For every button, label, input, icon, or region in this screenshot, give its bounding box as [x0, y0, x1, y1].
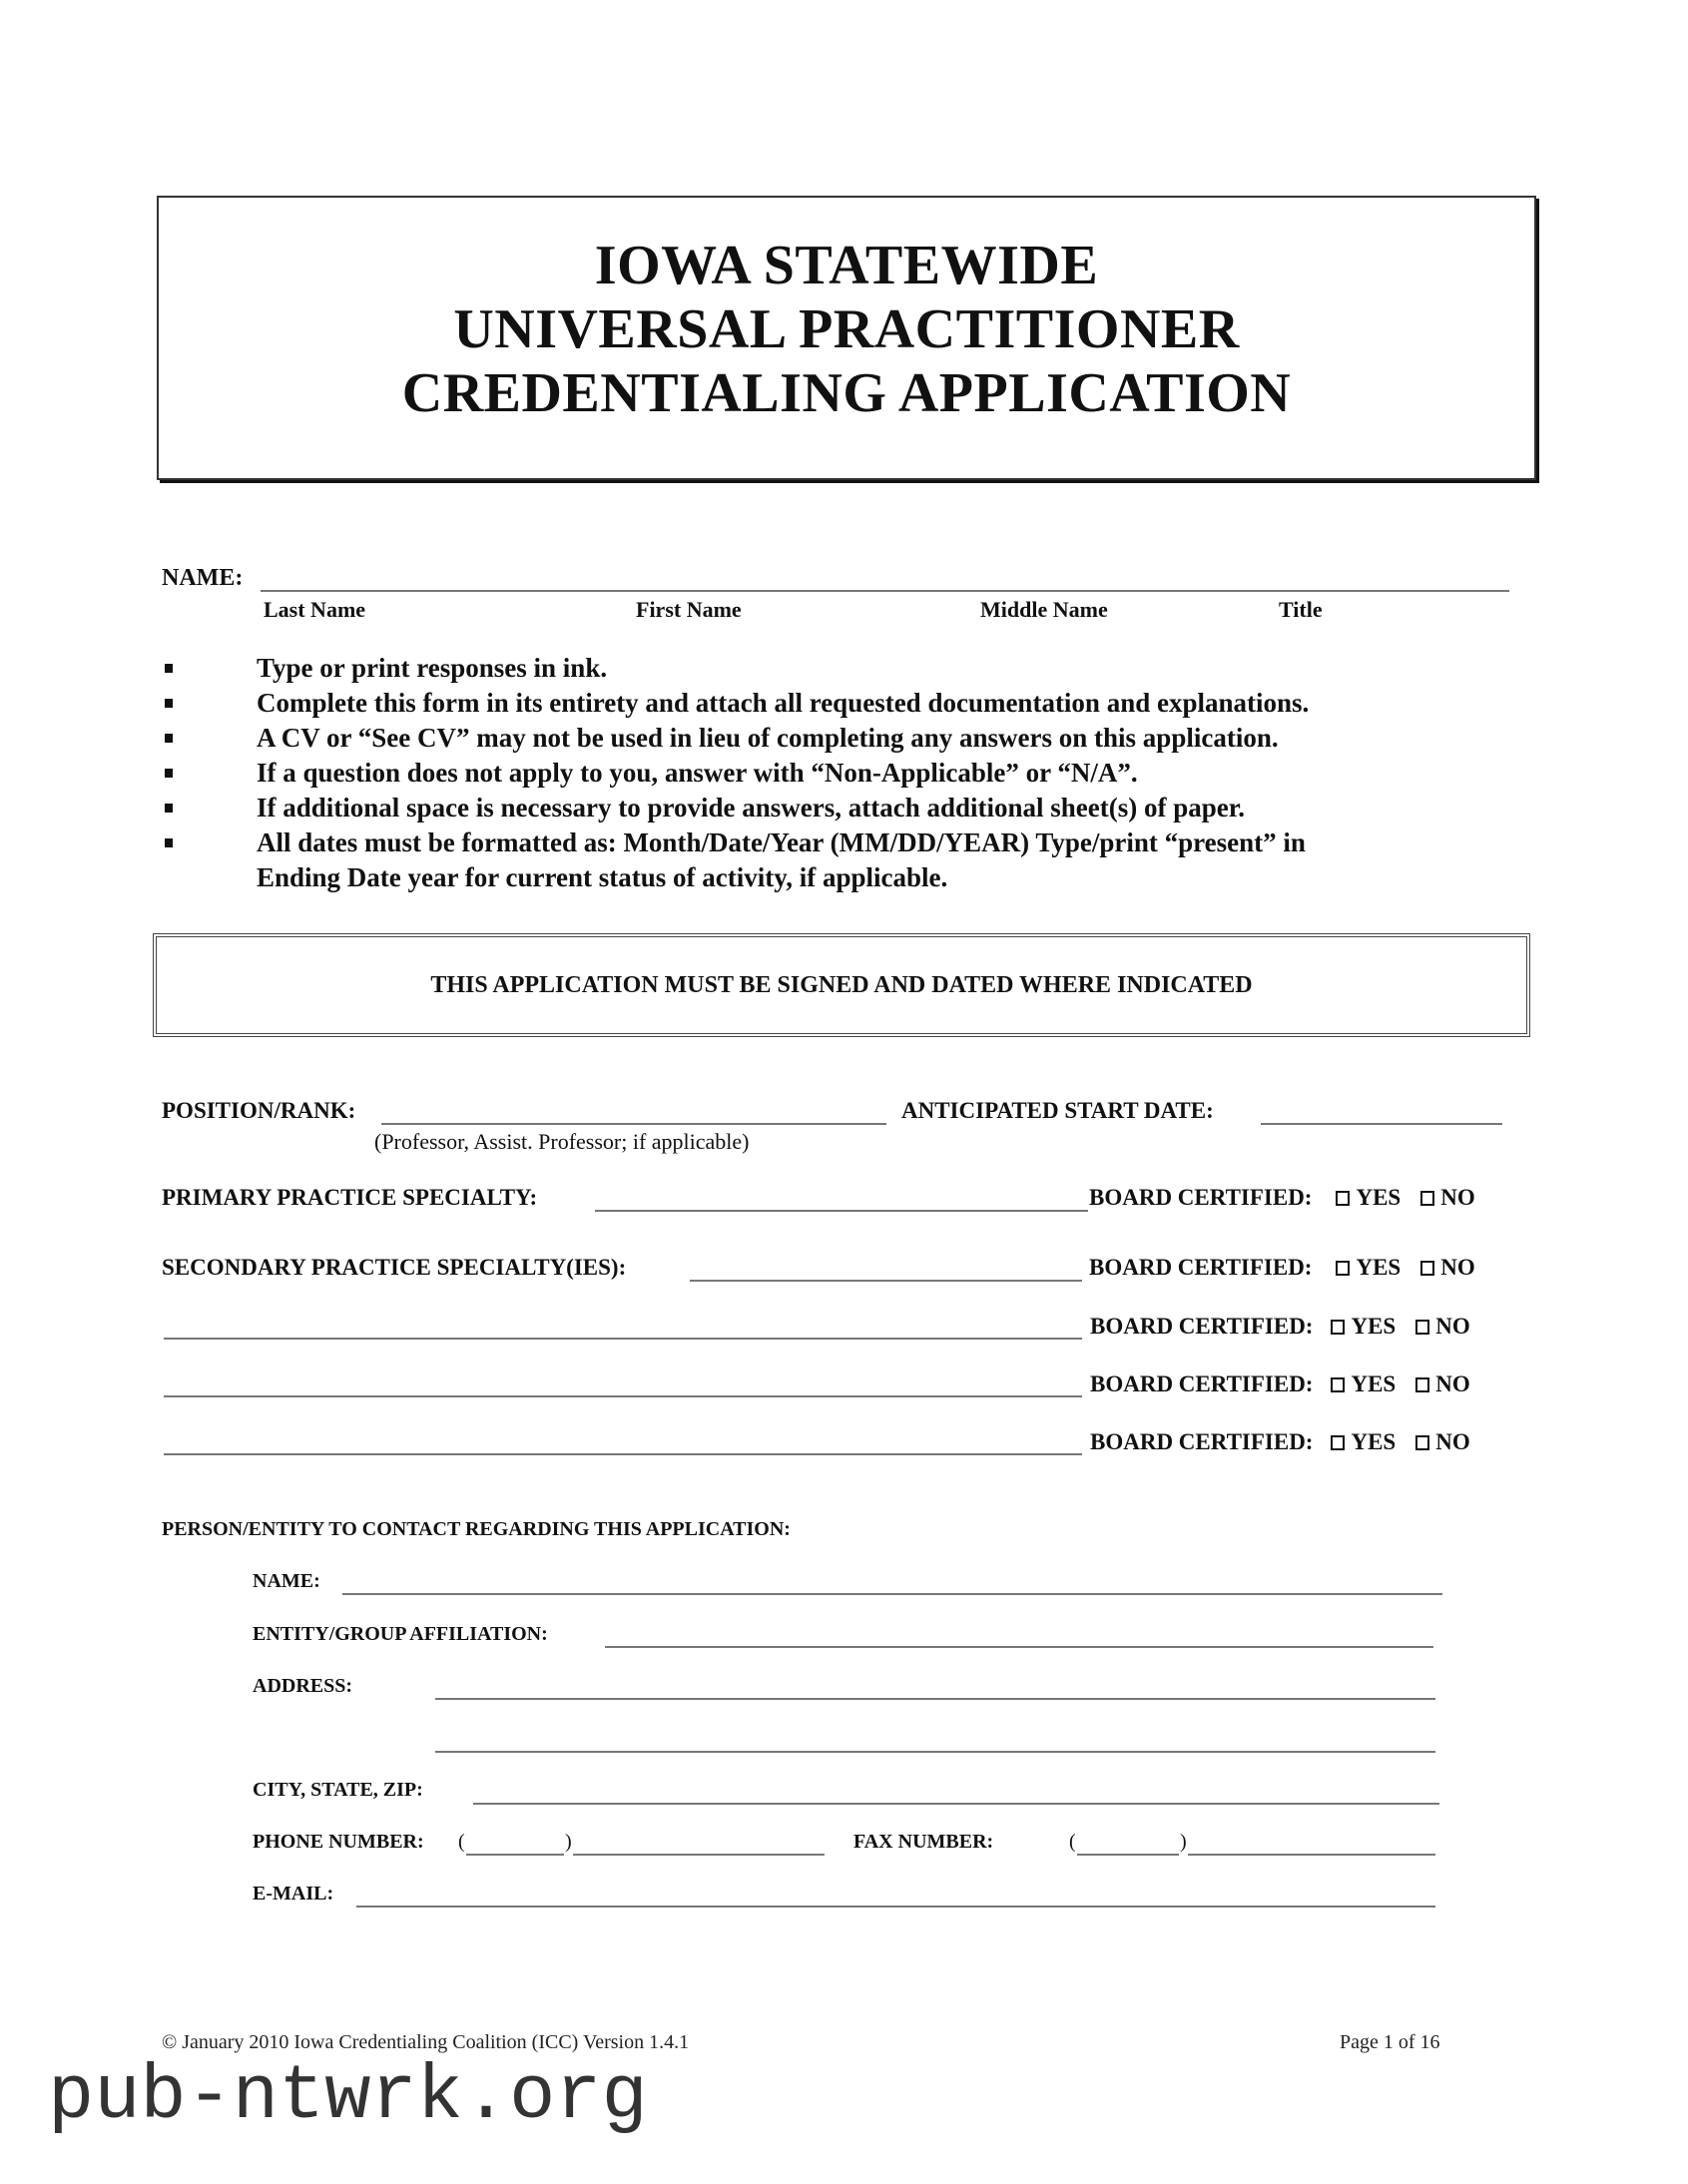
address-field-2[interactable] [435, 1751, 1435, 1753]
board-certified-yes-option[interactable]: YES [1331, 1314, 1396, 1340]
address-field-1[interactable] [435, 1698, 1435, 1700]
city-state-zip-label: CITY, STATE, ZIP: [253, 1779, 423, 1801]
fax-area-open-paren: ( [1069, 1831, 1076, 1853]
position-rank-hint: (Professor, Assist. Professor; if applicable) [374, 1129, 750, 1154]
fax-area-close-paren: ) [1180, 1831, 1187, 1853]
board-certified-additional-1: BOARD CERTIFIED: YES NO [1090, 1314, 1470, 1339]
checkbox-icon[interactable] [1331, 1320, 1345, 1335]
signature-notice-box [153, 933, 1530, 1037]
middle-name-label: Middle Name [980, 597, 1108, 622]
email-field[interactable] [356, 1906, 1435, 1908]
instruction-item: Complete this form in its entirety and attach all requested documentation and explanations. [163, 686, 1540, 721]
footer-copyright: © January 2010 Iowa Credentialing Coalition (ICC) Version 1.4.1 [162, 2031, 690, 2053]
contact-name-label: NAME: [253, 1570, 320, 1592]
contact-name-field[interactable] [342, 1593, 1442, 1595]
checkbox-icon[interactable] [1331, 1377, 1345, 1392]
instruction-item: If a question does not apply to you, answer with “Non-Applicable” or “N/A”. [163, 756, 1540, 791]
name-label: NAME: [162, 565, 244, 591]
title-label: Title [1279, 597, 1323, 622]
board-certified-secondary: BOARD CERTIFIED: YES NO [1089, 1255, 1475, 1280]
fax-area-code-field[interactable] [1077, 1854, 1179, 1856]
start-date-field[interactable] [1261, 1123, 1502, 1125]
phone-area-code-field[interactable] [466, 1854, 564, 1856]
title-line-1: IOWA STATEWIDE [594, 235, 1099, 296]
board-certified-yes-option[interactable]: YES [1336, 1255, 1401, 1281]
bullet-icon [165, 769, 173, 778]
footer-page-number: Page 1 of 16 [1340, 2031, 1440, 2053]
board-certified-no-option[interactable]: NO [1415, 1429, 1470, 1455]
email-label: E-MAIL: [253, 1883, 334, 1905]
board-certified-no-option[interactable]: NO [1420, 1255, 1475, 1281]
board-certified-primary: BOARD CERTIFIED: YES NO [1089, 1185, 1475, 1210]
instruction-item-continued: Ending Date year for current status of activity, if applicable. [257, 862, 948, 892]
affiliation-label: ENTITY/GROUP AFFILIATION: [253, 1623, 548, 1645]
phone-label: PHONE NUMBER: [253, 1831, 424, 1853]
checkbox-icon[interactable] [1331, 1435, 1345, 1450]
board-certified-yes-option[interactable]: YES [1331, 1429, 1396, 1455]
phone-area-close-paren: ) [565, 1831, 572, 1853]
phone-number-field[interactable] [573, 1854, 825, 1856]
start-date-label: ANTICIPATED START DATE: [901, 1098, 1214, 1123]
affiliation-field[interactable] [605, 1646, 1433, 1648]
instruction-item: A CV or “See CV” may not be used in lieu of completing any answers on this application. [163, 721, 1540, 756]
name-field[interactable] [261, 590, 1509, 592]
primary-specialty-field[interactable] [595, 1210, 1088, 1212]
fax-label: FAX NUMBER: [853, 1831, 994, 1853]
last-name-label: Last Name [264, 597, 366, 622]
checkbox-icon[interactable] [1336, 1191, 1350, 1206]
board-certified-additional-3: BOARD CERTIFIED: YES NO [1090, 1429, 1470, 1454]
position-rank-field[interactable] [381, 1123, 886, 1125]
title-line-3: CREDENTIALING APPLICATION [401, 362, 1292, 424]
secondary-specialty-field[interactable] [690, 1280, 1082, 1282]
position-rank-label: POSITION/RANK: [162, 1098, 356, 1123]
bullet-icon [165, 804, 173, 813]
instruction-item: All dates must be formatted as: Month/Date/Year (MM/DD/YEAR) Type/print “present” in [163, 825, 1540, 860]
bullet-icon [165, 734, 173, 743]
board-certified-yes-option[interactable]: YES [1331, 1371, 1396, 1397]
board-certified-no-option[interactable]: NO [1415, 1314, 1470, 1340]
bullet-icon [165, 664, 173, 673]
checkbox-icon[interactable] [1420, 1191, 1434, 1206]
city-state-zip-field[interactable] [473, 1803, 1439, 1805]
title-line-2: UNIVERSAL PRACTITIONER [453, 298, 1240, 360]
signature-notice: THIS APPLICATION MUST BE SIGNED AND DATED WHERE INDICATED [430, 971, 1253, 998]
secondary-specialty-label: SECONDARY PRACTICE SPECIALTY(IES): [162, 1255, 627, 1280]
instruction-item: Type or print responses in ink. [163, 651, 1540, 686]
fax-number-field[interactable] [1188, 1854, 1435, 1856]
board-certified-no-option[interactable]: NO [1420, 1185, 1475, 1211]
checkbox-icon[interactable] [1415, 1320, 1429, 1335]
board-certified-additional-2: BOARD CERTIFIED: YES NO [1090, 1371, 1470, 1396]
additional-specialty-field-2[interactable] [164, 1395, 1082, 1397]
board-certified-yes-option[interactable]: YES [1336, 1185, 1401, 1211]
bullet-icon [165, 699, 173, 708]
checkbox-icon[interactable] [1415, 1435, 1429, 1450]
first-name-label: First Name [636, 597, 742, 622]
checkbox-icon[interactable] [1336, 1261, 1350, 1276]
phone-area-open-paren: ( [458, 1831, 465, 1853]
instructions-list [163, 651, 1540, 895]
address-label: ADDRESS: [253, 1675, 353, 1697]
checkbox-icon[interactable] [1420, 1261, 1434, 1276]
contact-heading: PERSON/ENTITY TO CONTACT REGARDING THIS APPLICATION: [162, 1518, 791, 1540]
checkbox-icon[interactable] [1415, 1377, 1429, 1392]
watermark: pub-ntwrk.org [48, 2054, 648, 2141]
primary-specialty-label: PRIMARY PRACTICE SPECIALTY: [162, 1185, 538, 1210]
title-box [157, 196, 1536, 480]
instruction-item: If additional space is necessary to provide answers, attach additional sheet(s) of paper. [163, 791, 1540, 825]
additional-specialty-field-1[interactable] [164, 1338, 1082, 1340]
additional-specialty-field-3[interactable] [164, 1453, 1082, 1455]
board-certified-no-option[interactable]: NO [1415, 1371, 1470, 1397]
bullet-icon [165, 838, 173, 847]
